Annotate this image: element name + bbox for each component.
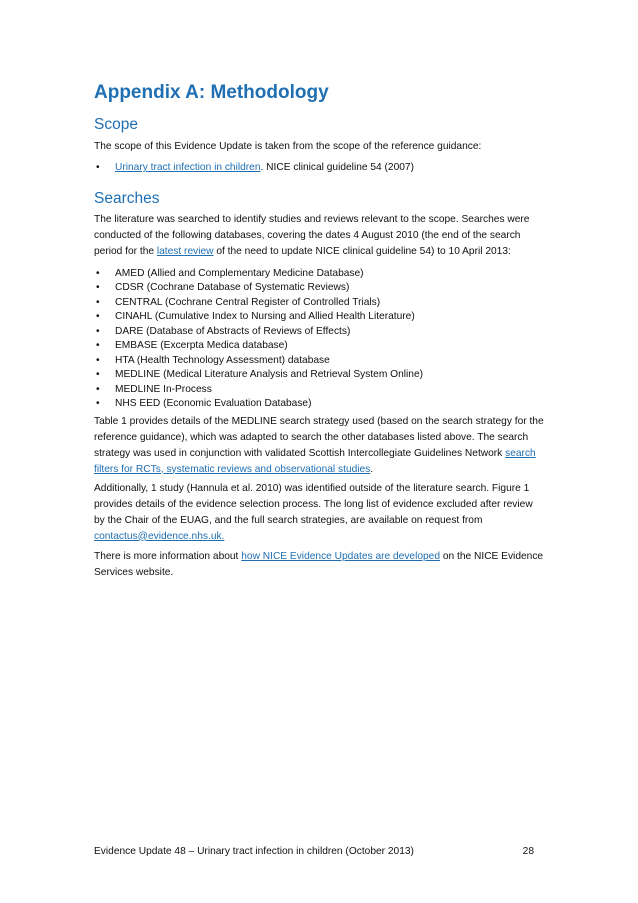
database-list	[94, 267, 546, 412]
list-item	[94, 397, 546, 412]
paragraph-text: The literature was searched to identify studies and reviews relevant to the scope. Searches were conducted of the following databases, covering the dates 4 August 2010 (the end of the search period for the	[94, 213, 530, 257]
bullet-icon: •	[96, 282, 100, 293]
paragraph-text: .	[370, 463, 374, 475]
additional-study-paragraph	[94, 481, 546, 545]
paragraph-text: of the need to update NICE clinical guideline 54) to 10 April 2013:	[213, 245, 511, 257]
page-content	[94, 80, 546, 581]
bullet-icon: •	[96, 369, 100, 380]
list-item	[94, 161, 546, 176]
paragraph-text: on the NICE Evidence Services website.	[94, 550, 544, 578]
contact-email-link[interactable]: contactus@evidence.nhs.uk.	[94, 530, 225, 542]
list-item	[94, 354, 546, 369]
paragraph-text: Additionally, 1 study (Hannula et al. 2010) was identified outside of the literature search. Figure 1 provides details of the evidence selection process. The long list of evidence excluded after review by the Chair of the EUAG, and the full search strategies, are available on request from	[94, 482, 533, 526]
database-name: NHS EED (Economic Evaluation Database)	[115, 398, 312, 409]
guideline-link[interactable]: Urinary tract infection in children	[115, 162, 261, 173]
search-filters-link[interactable]: search filters for RCTs, systematic reviews and observational studies	[94, 447, 536, 475]
list-item	[94, 383, 546, 398]
scope-intro: The scope of this Evidence Update is taken from the scope of the reference guidance:	[94, 141, 482, 152]
more-info-paragraph	[94, 549, 546, 581]
database-name: HTA (Health Technology Assessment) database	[115, 354, 330, 366]
database-name: CDSR (Cochrane Database of Systematic Reviews)	[115, 282, 350, 293]
list-item	[94, 339, 546, 354]
bullet-icon: •	[96, 325, 100, 337]
evidence-updates-link[interactable]: how NICE Evidence Updates are developed	[241, 550, 441, 562]
bullet-icon: •	[96, 162, 100, 173]
bullet-icon: •	[96, 383, 100, 395]
page-title: Appendix A: Methodology	[94, 82, 329, 103]
database-name: MEDLINE In-Process	[115, 383, 212, 395]
list-item	[94, 281, 546, 296]
paragraph-text: There is more information about	[94, 550, 242, 562]
database-name: AMED (Allied and Complementary Medicine Database)	[115, 267, 364, 279]
page-footer	[94, 845, 534, 859]
searches-heading: Searches	[94, 189, 160, 207]
latest-review-link[interactable]: latest review	[156, 245, 214, 257]
page-number: 28	[522, 846, 534, 857]
bullet-icon: •	[96, 398, 100, 409]
footer-text: Evidence Update 48 – Urinary tract infection in children (October 2013)	[94, 846, 414, 857]
list-item	[94, 267, 546, 282]
search-strategy-paragraph	[94, 414, 546, 478]
bullet-icon: •	[96, 340, 100, 351]
list-item	[94, 325, 546, 340]
list-item	[94, 296, 546, 311]
scope-list	[94, 161, 546, 176]
bullet-icon: •	[96, 354, 100, 366]
database-name: CINAHL (Cumulative Index to Nursing and Allied Health Literature)	[115, 311, 415, 322]
list-item	[94, 310, 546, 325]
bullet-icon: •	[96, 296, 100, 308]
database-name: EMBASE (Excerpta Medica database)	[115, 340, 288, 351]
database-name: DARE (Database of Abstracts of Reviews of Effects)	[115, 325, 351, 337]
paragraph-text: Table 1 provides details of the MEDLINE search strategy used (based on the search strategy for the reference guidance), which was adapted to search the other databases listed above. The search strategy was used in conjunction with validated Scottish Intercollegiate Guidelines Network	[94, 415, 544, 459]
database-name: CENTRAL (Cochrane Central Register of Controlled Trials)	[115, 296, 381, 308]
list-item	[94, 368, 546, 383]
bullet-icon: •	[96, 311, 100, 322]
bullet-icon: •	[96, 267, 100, 279]
scope-heading: Scope	[94, 116, 138, 133]
guideline-text: . NICE clinical guideline 54 (2007)	[260, 162, 414, 173]
database-name: MEDLINE (Medical Literature Analysis and Retrieval System Online)	[115, 369, 424, 380]
searches-paragraph	[94, 212, 546, 260]
